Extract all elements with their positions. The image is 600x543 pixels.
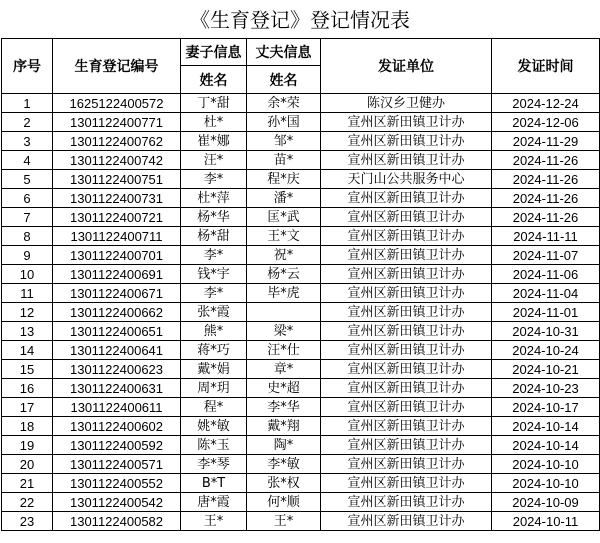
cell-issue-date: 2024-10-10	[492, 474, 600, 493]
cell-reg-no: 1301122400691	[53, 265, 181, 284]
table-row	[2, 398, 600, 417]
cell-issuer: 宣州区新田镇卫计办	[321, 322, 492, 341]
cell-wife-name: 姚*敏	[181, 417, 247, 436]
cell-reg-no: 1301122400742	[53, 151, 181, 170]
cell-issuer: 宣州区新田镇卫计办	[321, 284, 492, 303]
table-row	[2, 493, 600, 512]
cell-issue-date: 2024-10-14	[492, 436, 600, 455]
cell-issue-date: 2024-11-26	[492, 170, 600, 189]
cell-issue-date: 2024-10-21	[492, 360, 600, 379]
cell-husband-name: 匡*武	[247, 208, 321, 227]
table-row	[2, 132, 600, 151]
cell-seq: 14	[2, 341, 53, 360]
cell-reg-no: 1625122400572	[53, 94, 181, 113]
table-row	[2, 208, 600, 227]
cell-reg-no: 1301122400771	[53, 113, 181, 132]
table-row	[2, 303, 600, 322]
registration-table	[1, 38, 600, 531]
cell-issuer: 宣州区新田镇卫计办	[321, 436, 492, 455]
cell-issue-date: 2024-11-04	[492, 284, 600, 303]
cell-seq: 16	[2, 379, 53, 398]
cell-issuer: 宣州区新田镇卫计办	[321, 189, 492, 208]
cell-seq: 11	[2, 284, 53, 303]
cell-issuer: 宣州区新田镇卫计办	[321, 227, 492, 246]
cell-seq: 4	[2, 151, 53, 170]
cell-issue-date: 2024-10-23	[492, 379, 600, 398]
header-issue-date: 发证时间	[492, 39, 600, 94]
cell-wife-name: 杨*甜	[181, 227, 247, 246]
cell-seq: 18	[2, 417, 53, 436]
cell-seq: 19	[2, 436, 53, 455]
cell-reg-no: 1301122400602	[53, 417, 181, 436]
header-husband-info: 丈夫信息	[247, 39, 321, 66]
cell-issue-date: 2024-10-14	[492, 417, 600, 436]
cell-issuer: 宣州区新田镇卫计办	[321, 208, 492, 227]
cell-seq: 5	[2, 170, 53, 189]
cell-issuer: 宣州区新田镇卫计办	[321, 398, 492, 417]
cell-reg-no: 1301122400631	[53, 379, 181, 398]
cell-husband-name: 祝*	[247, 246, 321, 265]
cell-wife-name: 陈*玉	[181, 436, 247, 455]
cell-husband-name: 李*华	[247, 398, 321, 417]
cell-wife-name: 蒋*巧	[181, 341, 247, 360]
cell-husband-name: 程*庆	[247, 170, 321, 189]
cell-seq: 7	[2, 208, 53, 227]
cell-husband-name: 陶*	[247, 436, 321, 455]
cell-wife-name: 张*霞	[181, 303, 247, 322]
table-header	[2, 39, 600, 94]
cell-issuer: 宣州区新田镇卫计办	[321, 379, 492, 398]
page-title: 《生育登记》登记情况表	[190, 8, 410, 32]
cell-wife-name: 李*	[181, 246, 247, 265]
cell-wife-name: 唐*霞	[181, 493, 247, 512]
cell-issuer: 宣州区新田镇卫计办	[321, 246, 492, 265]
cell-seq: 3	[2, 132, 53, 151]
header-wife-name: 姓名	[181, 66, 247, 94]
cell-issue-date: 2024-11-29	[492, 132, 600, 151]
cell-husband-name: 何*顺	[247, 493, 321, 512]
cell-reg-no: 1301122400623	[53, 360, 181, 379]
cell-reg-no: 1301122400571	[53, 455, 181, 474]
cell-issue-date: 2024-11-01	[492, 303, 600, 322]
table-row	[2, 189, 600, 208]
cell-issuer: 陈汉乡卫健办	[321, 94, 492, 113]
cell-seq: 10	[2, 265, 53, 284]
cell-husband-name: 孙*国	[247, 113, 321, 132]
header-issuer: 发证单位	[321, 39, 492, 94]
table-row	[2, 265, 600, 284]
cell-wife-name: 汪*	[181, 151, 247, 170]
table-row	[2, 113, 600, 132]
cell-wife-name: 李*	[181, 170, 247, 189]
cell-wife-name: 杜*萍	[181, 189, 247, 208]
cell-wife-name: 崔*娜	[181, 132, 247, 151]
cell-husband-name: 毕*虎	[247, 284, 321, 303]
table-row	[2, 417, 600, 436]
cell-seq: 12	[2, 303, 53, 322]
header-reg-no: 生育登记编号	[53, 39, 181, 94]
cell-husband-name: 史*超	[247, 379, 321, 398]
table-row	[2, 379, 600, 398]
cell-wife-name: 熊*	[181, 322, 247, 341]
cell-wife-name: 杜*	[181, 113, 247, 132]
table-row	[2, 341, 600, 360]
cell-issuer: 宣州区新田镇卫计办	[321, 303, 492, 322]
cell-husband-name: 王*	[247, 512, 321, 531]
cell-husband-name: 梁*	[247, 322, 321, 341]
cell-reg-no: 1301122400582	[53, 512, 181, 531]
header-husband-name: 姓名	[247, 66, 321, 94]
cell-issuer: 宣州区新田镇卫计办	[321, 455, 492, 474]
cell-wife-name: 钱*宇	[181, 265, 247, 284]
cell-husband-name: 章*	[247, 360, 321, 379]
cell-issuer: 宣州区新田镇卫计办	[321, 151, 492, 170]
cell-reg-no: 1301122400671	[53, 284, 181, 303]
cell-wife-name: 杨*华	[181, 208, 247, 227]
cell-issue-date: 2024-11-11	[492, 227, 600, 246]
cell-issue-date: 2024-10-17	[492, 398, 600, 417]
cell-seq: 21	[2, 474, 53, 493]
cell-issue-date: 2024-11-07	[492, 246, 600, 265]
table-row	[2, 322, 600, 341]
cell-reg-no: 1301122400611	[53, 398, 181, 417]
cell-reg-no: 1301122400592	[53, 436, 181, 455]
table-body	[2, 94, 600, 531]
table-row	[2, 360, 600, 379]
cell-wife-name: 戴*娟	[181, 360, 247, 379]
table-row	[2, 474, 600, 493]
cell-reg-no: 1301122400641	[53, 341, 181, 360]
cell-seq: 23	[2, 512, 53, 531]
cell-reg-no: 1301122400762	[53, 132, 181, 151]
cell-issue-date: 2024-11-06	[492, 265, 600, 284]
table-row	[2, 246, 600, 265]
cell-issue-date: 2024-12-06	[492, 113, 600, 132]
cell-husband-name: 余*荣	[247, 94, 321, 113]
cell-reg-no: 1301122400662	[53, 303, 181, 322]
cell-husband-name: 杨*云	[247, 265, 321, 284]
cell-wife-name: 李*琴	[181, 455, 247, 474]
cell-issuer: 宣州区新田镇卫计办	[321, 113, 492, 132]
cell-husband-name: 戴*翔	[247, 417, 321, 436]
cell-reg-no: 1301122400711	[53, 227, 181, 246]
cell-wife-name: B*T	[181, 474, 247, 493]
cell-husband-name: 潘*	[247, 189, 321, 208]
cell-issue-date: 2024-11-26	[492, 189, 600, 208]
cell-husband-name	[247, 303, 321, 322]
cell-issuer: 宣州区新田镇卫计办	[321, 341, 492, 360]
cell-issuer: 宣州区新田镇卫计办	[321, 512, 492, 531]
table-row	[2, 151, 600, 170]
cell-seq: 2	[2, 113, 53, 132]
cell-seq: 13	[2, 322, 53, 341]
cell-issuer: 宣州区新田镇卫计办	[321, 360, 492, 379]
cell-husband-name: 邹*	[247, 132, 321, 151]
cell-issuer: 宣州区新田镇卫计办	[321, 132, 492, 151]
cell-issuer: 宣州区新田镇卫计办	[321, 417, 492, 436]
cell-reg-no: 1301122400542	[53, 493, 181, 512]
cell-reg-no: 1301122400721	[53, 208, 181, 227]
header-seq: 序号	[2, 39, 53, 94]
cell-seq: 15	[2, 360, 53, 379]
cell-wife-name: 李*	[181, 284, 247, 303]
cell-issue-date: 2024-10-24	[492, 341, 600, 360]
cell-issue-date: 2024-10-11	[492, 512, 600, 531]
cell-reg-no: 1301122400731	[53, 189, 181, 208]
table-row	[2, 284, 600, 303]
cell-wife-name: 程*	[181, 398, 247, 417]
cell-husband-name: 张*权	[247, 474, 321, 493]
cell-issue-date: 2024-11-26	[492, 151, 600, 170]
cell-seq: 17	[2, 398, 53, 417]
cell-issue-date: 2024-10-10	[492, 455, 600, 474]
cell-husband-name: 王*文	[247, 227, 321, 246]
cell-seq: 1	[2, 94, 53, 113]
cell-wife-name: 周*玥	[181, 379, 247, 398]
table-row	[2, 170, 600, 189]
cell-reg-no: 1301122400552	[53, 474, 181, 493]
cell-issuer: 宣州区新田镇卫计办	[321, 265, 492, 284]
cell-husband-name: 李*敏	[247, 455, 321, 474]
cell-reg-no: 1301122400701	[53, 246, 181, 265]
cell-issue-date: 2024-10-09	[492, 493, 600, 512]
cell-seq: 9	[2, 246, 53, 265]
table-row	[2, 455, 600, 474]
cell-issue-date: 2024-12-24	[492, 94, 600, 113]
cell-husband-name: 汪*仕	[247, 341, 321, 360]
table-row	[2, 94, 600, 113]
cell-seq: 22	[2, 493, 53, 512]
cell-wife-name: 王*	[181, 512, 247, 531]
cell-husband-name: 苗*	[247, 151, 321, 170]
table-row	[2, 436, 600, 455]
cell-issue-date: 2024-11-26	[492, 208, 600, 227]
cell-issuer: 天门山公共服务中心	[321, 170, 492, 189]
cell-reg-no: 1301122400751	[53, 170, 181, 189]
cell-wife-name: 丁*甜	[181, 94, 247, 113]
cell-issue-date: 2024-10-31	[492, 322, 600, 341]
cell-seq: 6	[2, 189, 53, 208]
table-row	[2, 512, 600, 531]
cell-issuer: 宣州区新田镇卫计办	[321, 493, 492, 512]
header-wife-info: 妻子信息	[181, 39, 247, 66]
cell-seq: 20	[2, 455, 53, 474]
cell-seq: 8	[2, 227, 53, 246]
cell-issuer: 宣州区新田镇卫计办	[321, 474, 492, 493]
table-row	[2, 227, 600, 246]
cell-reg-no: 1301122400651	[53, 322, 181, 341]
